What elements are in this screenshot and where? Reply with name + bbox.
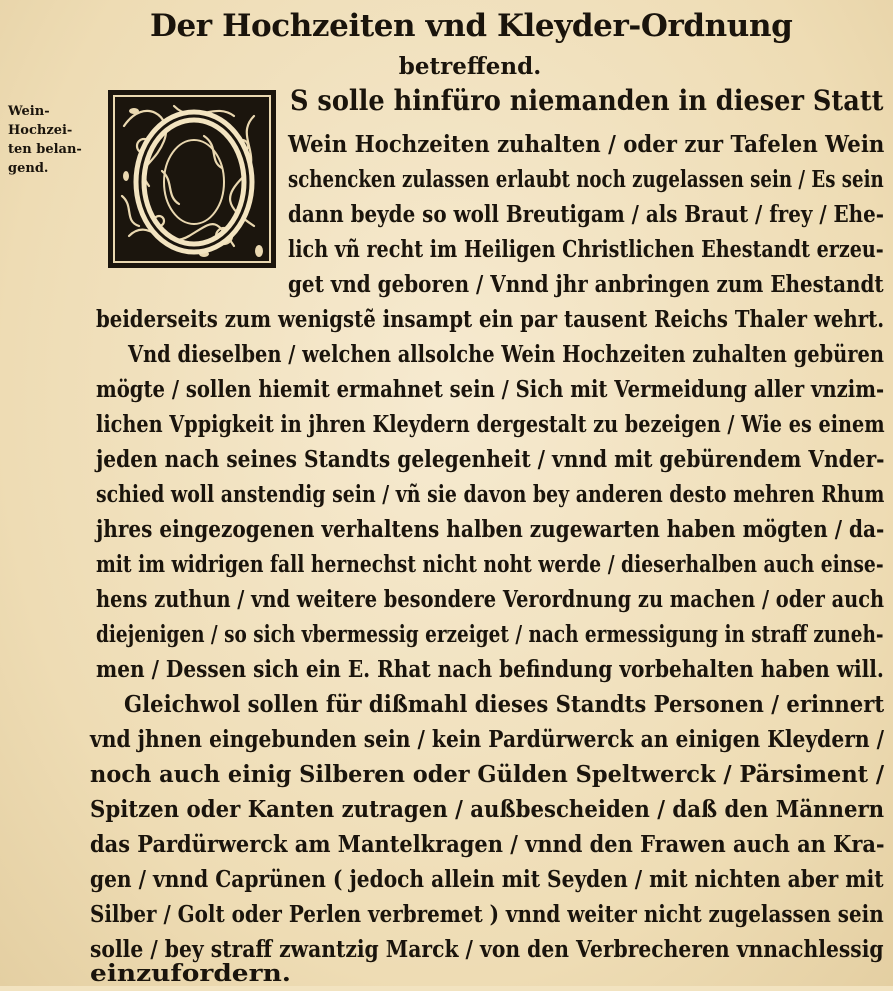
text-line-6: get vnd geboren / Vnnd jhr anbringen zum Ehestandt	[288, 271, 884, 298]
margin-note-line: ten belan-	[8, 142, 82, 157]
text-line-21: Spitzen oder Kanten zutragen / außbescheiden / daß den Männern	[90, 796, 885, 823]
text-line-3: schencken zulassen erlaubt noch zugelassen sein / Es sein	[288, 166, 884, 193]
text-line-16: diejenigen / so sich vbermessig erzeiget / nach ermessigung in straff zuneh-	[96, 621, 884, 648]
decorated-initial-ornament	[104, 86, 280, 272]
text-line-18: Gleichwol sollen für dißmahl dieses Standts Personen / erinnert	[124, 691, 885, 718]
text-line-2: Wein Hochzeiten zuhalten / oder zur Tafelen Wein	[288, 131, 885, 158]
text-line-25: solle / bey straff zwantzig Marck / von den Verbrecheren vnnachlessig	[90, 936, 884, 963]
text-line-5: lich vñ recht im Heiligen Christlichen Ehestandt erzeu-	[288, 236, 884, 263]
document-title: Der Hochzeiten vnd Kleyder-Ordnung	[150, 8, 793, 44]
margin-note-line: Wein-	[8, 104, 50, 119]
text-line-22: das Pardürwerck am Mantelkragen / vnnd den Frawen auch an Kra-	[90, 831, 885, 858]
margin-note	[8, 102, 88, 178]
text-line-7: beiderseits zum wenigstẽ insampt ein par tausent Reichs Thaler wehrt.	[96, 306, 885, 333]
text-line-14: mit im widrigen fall hernechst nicht noht werde / dieserhalben auch einse-	[96, 551, 884, 578]
text-line-15: hens zuthun / vnd weitere besondere Verordnung zu machen / oder auch	[96, 586, 885, 613]
text-line-10: lichen Vppigkeit in jhren Kleydern dergestalt zu bezeigen / Wie es einem	[96, 411, 885, 438]
margin-note-line: gend.	[8, 161, 49, 176]
text-line-1: S solle hinfüro niemanden in dieser Statt	[290, 84, 884, 117]
text-line-23: gen / vnnd Caprünen ( jedoch allein mit Seyden / mit nichten aber mit	[90, 866, 884, 893]
text-line-20: noch auch einig Silberen oder Gülden Speltwerck / Pärsiment /	[90, 761, 885, 788]
text-line-11: jeden nach seines Standts gelegenheit / vnnd mit gebürendem Vnder-	[96, 446, 885, 473]
text-line-17: men / Dessen sich ein E. Rhat nach befindung vorbehalten haben will.	[96, 656, 884, 683]
decorated-initial	[104, 86, 280, 272]
text-line-4: dann beyde so woll Breutigam / als Braut / frey / Ehe-	[288, 201, 885, 228]
text-line-19: vnd jhnen eingebunden sein / kein Pardürwerck an einigen Kleydern /	[90, 726, 885, 753]
text-line-9: mögte / sollen hiemit ermahnet sein / Sich mit Vermeidung aller vnzim-	[96, 376, 885, 403]
text-line-8: Vnd dieselben / welchen allsolche Wein Hochzeiten zuhalten gebüren	[128, 341, 884, 368]
margin-note-line: Hochzei-	[8, 123, 73, 138]
text-line-13: jhres eingezogenen verhaltens halben zugewarten haben mögten / da-	[96, 516, 885, 543]
text-line-12: schied woll anstendig sein / vñ sie davon bey anderen desto mehren Rhum	[96, 481, 885, 508]
document-subtitle: betreffend.	[398, 53, 542, 80]
text-line-24: Silber / Golt oder Perlen verbremet ) vnnd weiter nicht zugelassen sein	[90, 901, 884, 928]
text-line-26: einzufordern.	[90, 960, 292, 987]
